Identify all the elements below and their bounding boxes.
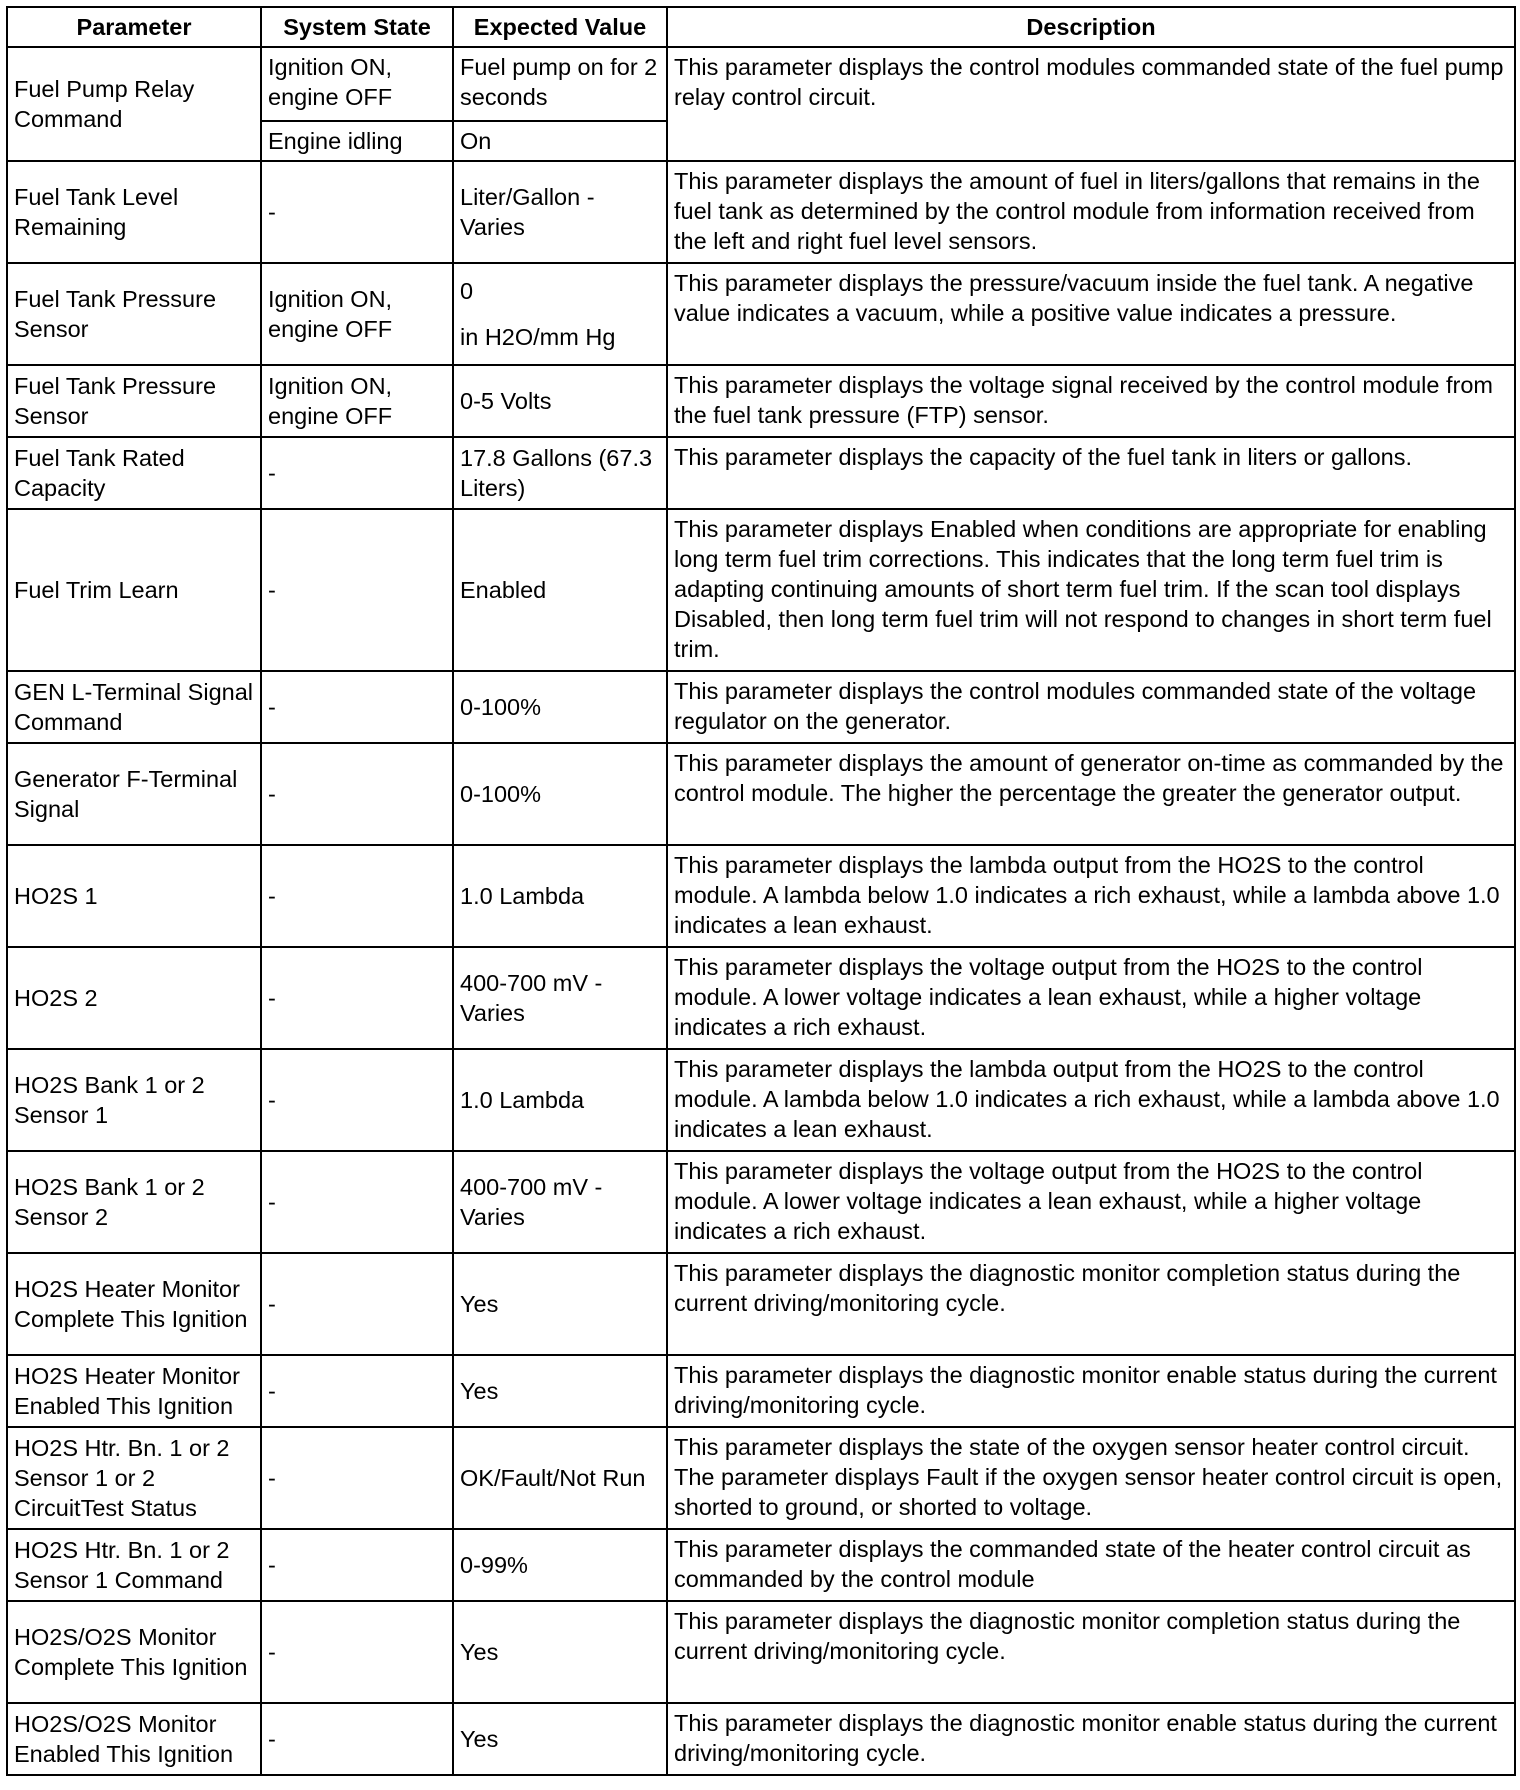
header-description: Description <box>667 7 1515 47</box>
table-row <box>7 743 1515 845</box>
cell-description: This parameter displays the state of the oxygen sensor heater control circuit. The parameter displays Fault if the oxygen sensor heater control circuit is open, shorted to ground, or shorted to voltage. <box>667 1427 1515 1529</box>
cell-description: This parameter displays the pressure/vacuum inside the fuel tank. A negative value indicates a vacuum, while a positive value indicates a pressure. <box>667 263 1515 365</box>
cell-expected-value: 1.0 Lambda <box>453 1049 667 1151</box>
cell-parameter: Fuel Trim Learn <box>7 509 261 671</box>
cell-description: This parameter displays the diagnostic monitor enable status during the current driving/monitoring cycle. <box>667 1355 1515 1427</box>
cell-expected-value: 1.0 Lambda <box>453 845 667 947</box>
cell-system-state: - <box>261 1355 453 1427</box>
cell-expected-value: 0-100% <box>453 671 667 743</box>
cell-system-state: - <box>261 1427 453 1529</box>
cell-expected-value: Yes <box>453 1703 667 1775</box>
cell-expected-value: 400-700 mV - Varies <box>453 947 667 1049</box>
table-row <box>7 845 1515 947</box>
table-row <box>7 263 1515 365</box>
cell-system-state: Engine idling <box>261 121 453 161</box>
cell-system-state: - <box>261 743 453 845</box>
cell-system-state: - <box>261 1049 453 1151</box>
table-row <box>7 1529 1515 1601</box>
table-row <box>7 437 1515 509</box>
cell-parameter: HO2S/O2S Monitor Complete This Ignition <box>7 1601 261 1703</box>
cell-description: This parameter displays the voltage output from the HO2S to the control module. A lower voltage indicates a lean exhaust, while a higher voltage indicates a rich exhaust. <box>667 1151 1515 1253</box>
cell-system-state: - <box>261 1529 453 1601</box>
table-row <box>7 365 1515 437</box>
expected-value-unit: in H2O/mm Hg <box>460 324 616 350</box>
cell-expected-value <box>453 263 667 365</box>
table-row <box>7 1253 1515 1355</box>
cell-parameter: HO2S 2 <box>7 947 261 1049</box>
cell-description: This parameter displays the voltage output from the HO2S to the control module. A lower voltage indicates a lean exhaust, while a higher voltage indicates a rich exhaust. <box>667 947 1515 1049</box>
table-row <box>7 1049 1515 1151</box>
cell-system-state: Ignition ON, engine OFF <box>261 47 453 121</box>
cell-parameter: Fuel Pump Relay Command <box>7 47 261 161</box>
table-row <box>7 671 1515 743</box>
cell-system-state: - <box>261 437 453 509</box>
cell-parameter: Fuel Tank Pressure Sensor <box>7 365 261 437</box>
cell-parameter: HO2S Heater Monitor Complete This Ignition <box>7 1253 261 1355</box>
cell-parameter: HO2S Bank 1 or 2 Sensor 1 <box>7 1049 261 1151</box>
cell-description: This parameter displays the amount of generator on-time as commanded by the control module. The higher the percentage the greater the generator output. <box>667 743 1515 845</box>
cell-parameter: HO2S Htr. Bn. 1 or 2 Sensor 1 Command <box>7 1529 261 1601</box>
cell-expected-value: Fuel pump on for 2 seconds <box>453 47 667 121</box>
table-row <box>7 1703 1515 1775</box>
cell-expected-value: OK/Fault/Not Run <box>453 1427 667 1529</box>
cell-description: This parameter displays the capacity of the fuel tank in liters or gallons. <box>667 437 1515 509</box>
cell-expected-value: 0-100% <box>453 743 667 845</box>
cell-expected-value: Enabled <box>453 509 667 671</box>
cell-parameter: Fuel Tank Pressure Sensor <box>7 263 261 365</box>
header-row <box>7 7 1515 47</box>
cell-parameter: Fuel Tank Rated Capacity <box>7 437 261 509</box>
table-row <box>7 1355 1515 1427</box>
header-expected-value: Expected Value <box>453 7 667 47</box>
cell-description: This parameter displays the amount of fuel in liters/gallons that remains in the fuel tank as determined by the control module from information received from the left and right fuel level sensors. <box>667 161 1515 263</box>
cell-system-state: - <box>261 671 453 743</box>
table-row <box>7 1427 1515 1529</box>
table-row <box>7 509 1515 671</box>
cell-description: This parameter displays the diagnostic monitor completion status during the current driving/monitoring cycle. <box>667 1601 1515 1703</box>
cell-system-state: - <box>261 1151 453 1253</box>
cell-description: This parameter displays the control modules commanded state of the fuel pump relay control circuit. <box>667 47 1515 161</box>
table-row <box>7 1151 1515 1253</box>
cell-description: This parameter displays the control modules commanded state of the voltage regulator on the generator. <box>667 671 1515 743</box>
parameter-table <box>6 6 1516 1776</box>
header-parameter: Parameter <box>7 7 261 47</box>
cell-system-state: - <box>261 1253 453 1355</box>
cell-expected-value: 17.8 Gallons (67.3 Liters) <box>453 437 667 509</box>
cell-system-state: - <box>261 947 453 1049</box>
table-row <box>7 1601 1515 1703</box>
cell-expected-value: Yes <box>453 1601 667 1703</box>
cell-description: This parameter displays the lambda output from the HO2S to the control module. A lambda below 1.0 indicates a rich exhaust, while a lambda above 1.0 indicates a lean exhaust. <box>667 845 1515 947</box>
cell-parameter: HO2S Bank 1 or 2 Sensor 2 <box>7 1151 261 1253</box>
cell-system-state: Ignition ON, engine OFF <box>261 365 453 437</box>
cell-description: This parameter displays Enabled when conditions are appropriate for enabling long term fuel trim corrections. This indicates that the long term fuel trim is adapting continuing amounts of short term fuel trim. If the scan tool displays Disabled, then long term fuel trim will not respond to changes in short term fuel trim. <box>667 509 1515 671</box>
cell-system-state: - <box>261 845 453 947</box>
cell-expected-value: 0-5 Volts <box>453 365 667 437</box>
cell-parameter: GEN L-Terminal Signal Command <box>7 671 261 743</box>
cell-system-state: Ignition ON, engine OFF <box>261 263 453 365</box>
expected-value-top: 0 <box>460 278 474 304</box>
cell-parameter: HO2S/O2S Monitor Enabled This Ignition <box>7 1703 261 1775</box>
cell-parameter: HO2S Heater Monitor Enabled This Ignition <box>7 1355 261 1427</box>
cell-description: This parameter displays the voltage signal received by the control module from the fuel tank pressure (FTP) sensor. <box>667 365 1515 437</box>
cell-expected-value: Liter/Gallon - Varies <box>453 161 667 263</box>
table-row <box>7 947 1515 1049</box>
cell-parameter: HO2S 1 <box>7 845 261 947</box>
cell-parameter: HO2S Htr. Bn. 1 or 2 Sensor 1 or 2 CircuitTest Status <box>7 1427 261 1529</box>
cell-parameter: Fuel Tank Level Remaining <box>7 161 261 263</box>
cell-expected-value: 400-700 mV - Varies <box>453 1151 667 1253</box>
table-row <box>7 47 1515 121</box>
cell-system-state: - <box>261 509 453 671</box>
cell-parameter: Generator F-Terminal Signal <box>7 743 261 845</box>
cell-system-state: - <box>261 1703 453 1775</box>
cell-system-state: - <box>261 161 453 263</box>
cell-description: This parameter displays the diagnostic monitor completion status during the current driving/monitoring cycle. <box>667 1253 1515 1355</box>
table-row <box>7 161 1515 263</box>
cell-description: This parameter displays the commanded state of the heater control circuit as commanded by the control module <box>667 1529 1515 1601</box>
cell-expected-value: On <box>453 121 667 161</box>
cell-description: This parameter displays the lambda output from the HO2S to the control module. A lambda below 1.0 indicates a rich exhaust, while a lambda above 1.0 indicates a lean exhaust. <box>667 1049 1515 1151</box>
cell-expected-value: Yes <box>453 1253 667 1355</box>
cell-expected-value: 0-99% <box>453 1529 667 1601</box>
cell-system-state: - <box>261 1601 453 1703</box>
cell-description: This parameter displays the diagnostic monitor enable status during the current driving/monitoring cycle. <box>667 1703 1515 1775</box>
cell-expected-value: Yes <box>453 1355 667 1427</box>
page <box>6 6 1514 1776</box>
header-system-state: System State <box>261 7 453 47</box>
